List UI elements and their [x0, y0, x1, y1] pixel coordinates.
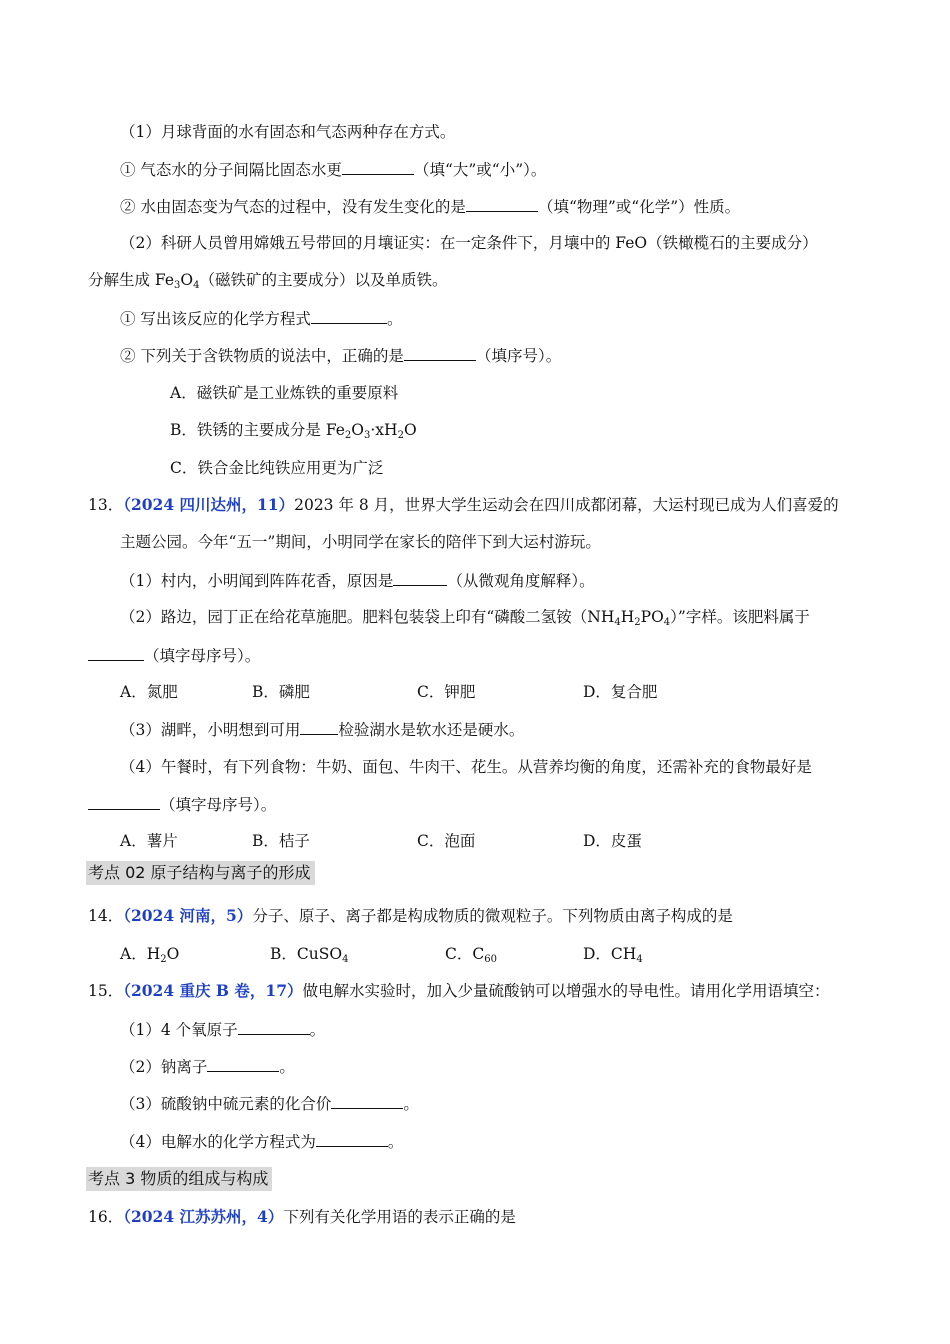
answer-blank[interactable] [238, 1018, 310, 1035]
q13-part4-line1: （4）午餐时，有下列食物：牛奶、面包、牛肉干、花生。从营养均衡的角度，还需补充的食物最好是 [120, 758, 812, 776]
q13-fert-option-a: A．氮肥 [120, 683, 178, 701]
q14-option-d: D．$CH_4$ [583, 945, 643, 965]
source-tag: （2024 四川达州，11） [123, 495, 295, 514]
source-tag: （2024 河南，5） [123, 906, 253, 925]
source-tag: （2024 重庆 B 卷，17） [123, 981, 303, 1000]
section-heading: 考点 3 物质的组成与构成 [86, 1167, 272, 1191]
q13-fert-option-b: B．磷肥 [252, 683, 310, 701]
q15-part3: （3）硫酸钠中硫元素的化合价 。 [120, 1092, 419, 1115]
q13-food-option-a: A．薯片 [120, 832, 178, 850]
q14-option-a: A．$H_2O$ [120, 945, 180, 965]
answer-blank[interactable] [404, 344, 476, 361]
q13-part3: （3）湖畔，小明想到可用 检验湖水是软水还是硬水。 [120, 718, 524, 741]
q13-part2-line2: （填字母序号）。 [88, 644, 260, 667]
answer-blank[interactable] [300, 718, 338, 735]
q16-stem: 16．（2024 江苏苏州，4）下列有关化学用语的表示正确的是 [88, 1207, 516, 1226]
q14-option-c: C．$C_{60}$ [445, 945, 497, 965]
q13-stem-line2: 主题公园。今年“五一”期间，小明同学在家长的陪伴下到大运村游玩。 [120, 533, 601, 551]
answer-blank[interactable] [466, 195, 538, 212]
q13-food-option-c: C．泡面 [417, 832, 476, 850]
q13-fert-option-c: C．钾肥 [417, 683, 476, 701]
answer-blank[interactable] [331, 1092, 403, 1109]
answer-blank[interactable] [88, 644, 144, 661]
q13-part1: （1）村内，小明闻到阵阵花香，原因是 （从微观角度解释）。 [120, 569, 595, 592]
answer-blank[interactable] [316, 1130, 388, 1147]
section-heading: 考点 02 原子结构与离子的形成 [86, 861, 315, 885]
q15-part2: （2）钠离子 。 [120, 1055, 295, 1078]
answer-blank[interactable] [88, 793, 160, 810]
q12-option-a: A．磁铁矿是工业炼铁的重要原料 [170, 384, 399, 402]
q12-part2a: ① 写出该反应的化学方程式 。 [120, 307, 402, 330]
q12-option-b: B．铁锈的主要成分是 $Fe_2O_3\cdot xH_2O$ [170, 421, 417, 441]
q13-part2-line1: （2）路边，园丁正在给花草施肥。肥料包装袋上印有“磷酸二氢铵$(NH_4H_2PO_4)$”字样。该肥料属于 [120, 608, 810, 628]
q15-part1: （1）4 个氧原子 。 [120, 1018, 325, 1041]
q15-part4: （4）电解水的化学方程式为 。 [120, 1130, 403, 1153]
q12-part2-line1: （2）科研人员曾用嫦娥五号带回的月壤证实：在一定条件下，月壤中的 FeO（铁橄榄石的主要成分） [120, 234, 818, 252]
q14-stem: 14．（2024 河南，5）分子、原子、离子都是构成物质的微观粒子。下列物质由离子构成的是 [88, 906, 733, 925]
q13-food-option-b: B．桔子 [252, 832, 310, 850]
q13-part4-line2: （填字母序号）。 [88, 793, 276, 816]
q14-option-b: B．CuSO$_4$ [270, 945, 349, 965]
answer-blank[interactable] [207, 1055, 279, 1072]
q13-fert-option-d: D．复合肥 [583, 683, 658, 701]
q15-stem: 15．（2024 重庆 B 卷，17）做电解水实验时，加入少量硫酸钠可以增强水的导电性。请用化学用语填空： [88, 981, 830, 1000]
q12-option-c: C．铁合金比纯铁应用更为广泛 [170, 459, 384, 477]
q12-part2-line2: 分解生成 $Fe_3O_4$（磁铁矿的主要成分）以及单质铁。 [88, 271, 448, 291]
q12-part1a: ① 气态水的分子间隔比固态水更 （填“大”或“小”）。 [120, 158, 546, 181]
answer-blank[interactable] [393, 569, 447, 586]
q12-part2b: ② 下列关于含铁物质的说法中，正确的是 （填序号）。 [120, 344, 561, 367]
answer-blank[interactable] [311, 307, 387, 324]
q13-food-option-d: D．皮蛋 [583, 832, 642, 850]
q12-part1b: ② 水由固态变为气态的过程中，没有发生变化的是 （填“物理”或“化学”）性质。 [120, 195, 740, 218]
q13-stem-line1: 13．（2024 四川达州，11）2023 年 8 月，世界大学生运动会在四川成都闭幕，大运村现已成为人们喜爱的 [88, 495, 839, 514]
source-tag: （2024 江苏苏州，4） [123, 1207, 284, 1226]
answer-blank[interactable] [342, 158, 414, 175]
q12-part1: （1）月球背面的水有固态和气态两种存在方式。 [120, 123, 456, 141]
